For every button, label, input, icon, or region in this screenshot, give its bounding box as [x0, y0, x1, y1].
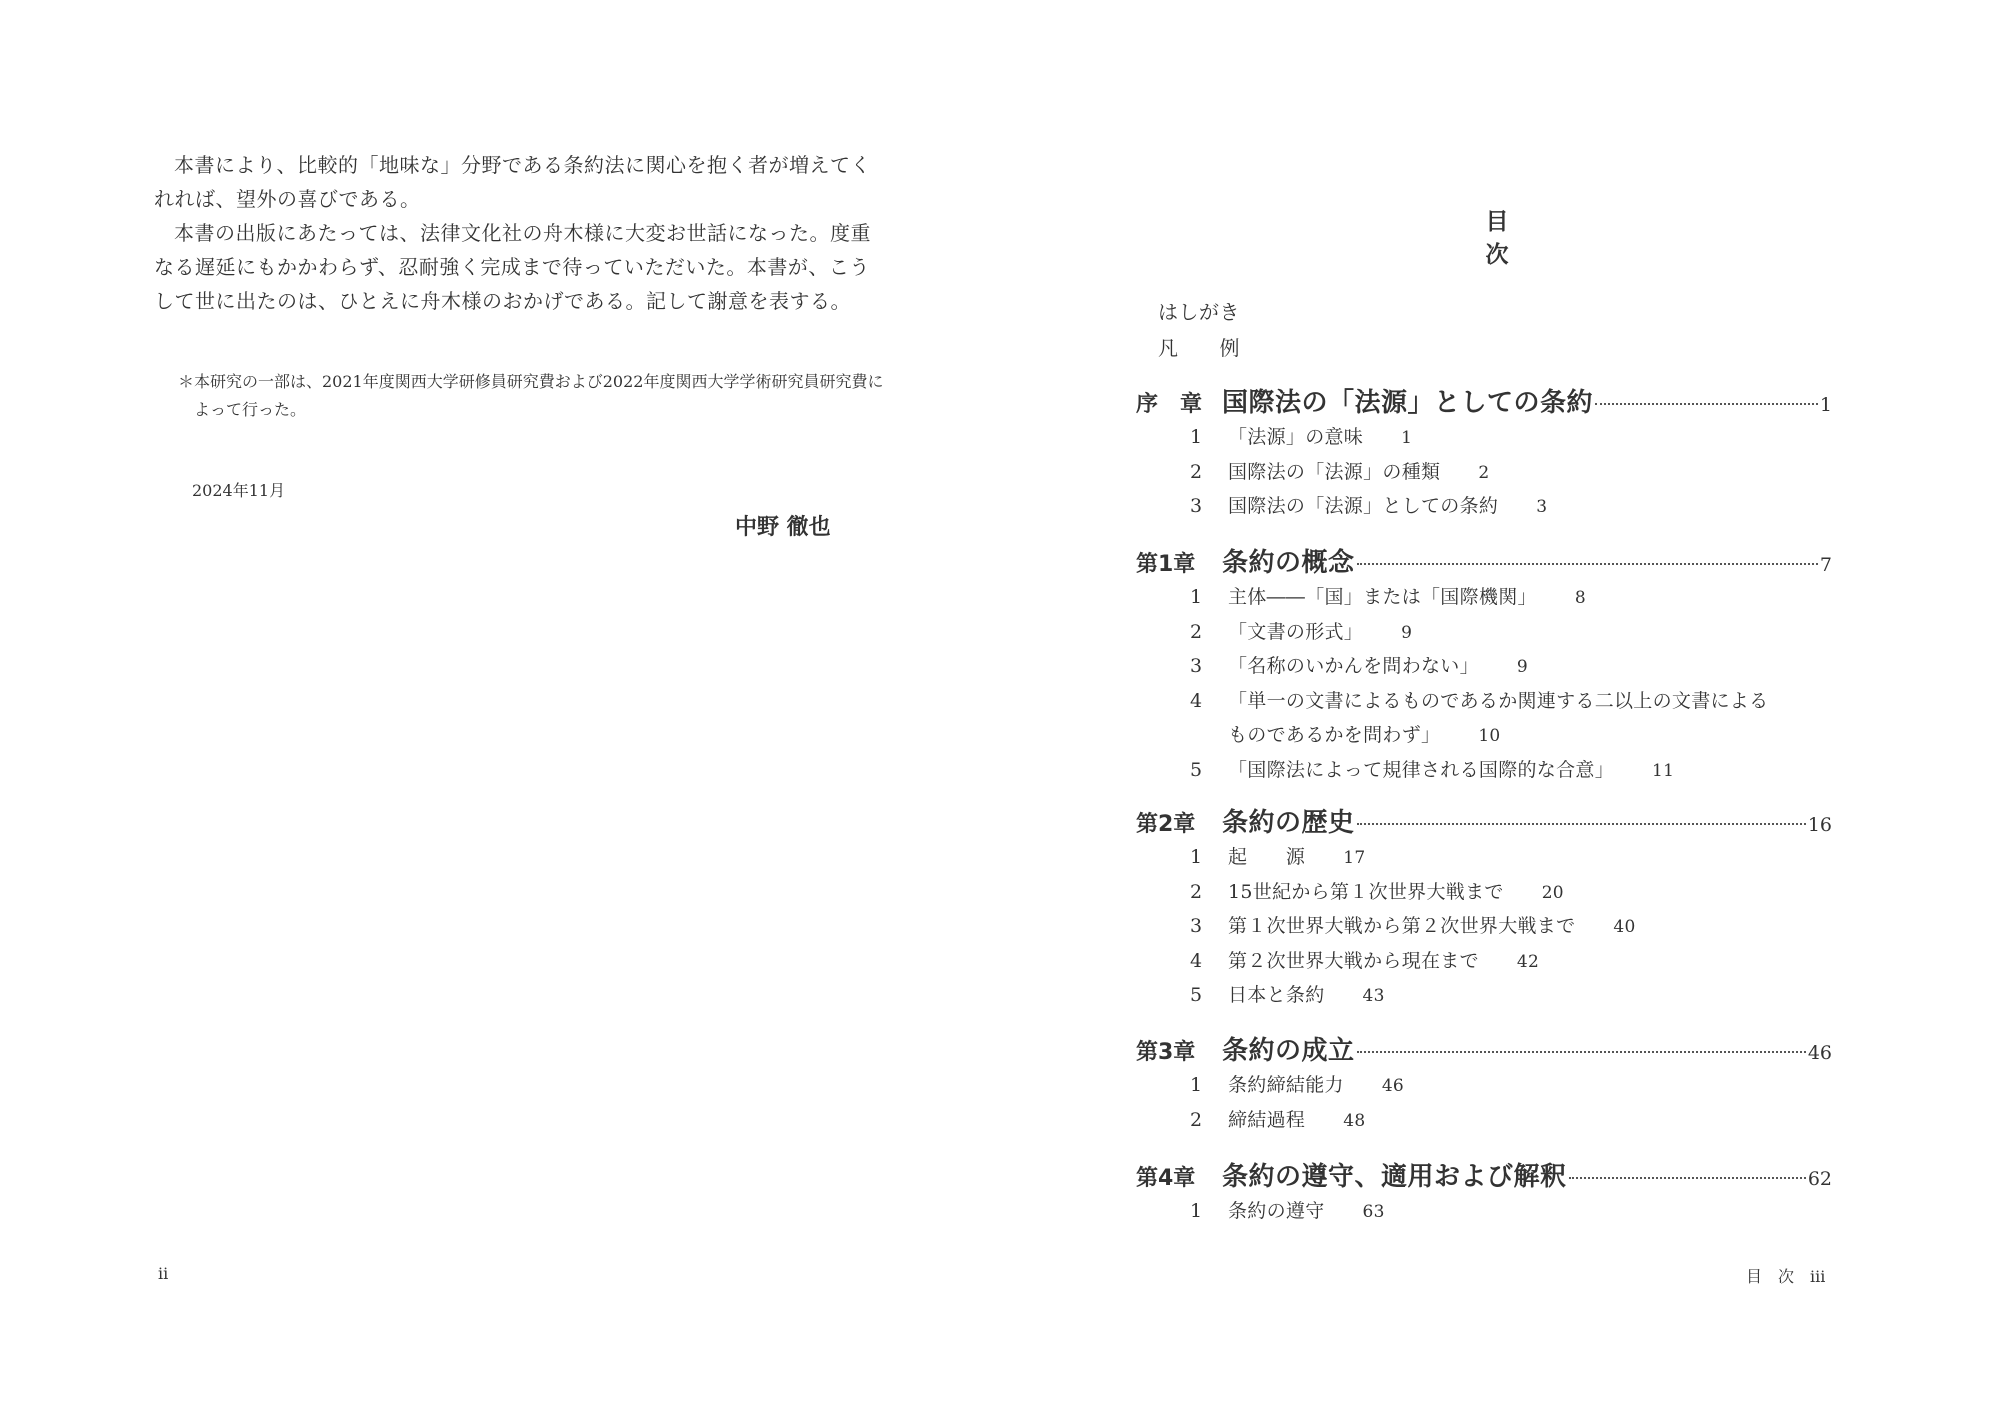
- chapter-page-number: 16: [1807, 814, 1832, 836]
- toc-section: [1186, 909, 1826, 944]
- chapter-title: 条約の概念: [1222, 548, 1355, 578]
- section-title-line: [1228, 420, 1828, 455]
- funding-footnote: ＊本研究の一部は、2021年度関西大学研修員研究費および2022年度関西大学学術研究員研究費によって行った。: [178, 372, 884, 419]
- section-page-number: 40: [1613, 917, 1636, 937]
- toc-chapter: [1136, 542, 1832, 578]
- toc-title: 目 次: [1485, 208, 1604, 268]
- section-title-line: [1228, 875, 1828, 910]
- toc-chapter: [1136, 802, 1832, 838]
- section-page-number: 46: [1381, 1076, 1405, 1096]
- toc-section: [1186, 455, 1826, 490]
- section-page-number: 63: [1362, 1202, 1385, 1222]
- section-title: [1228, 649, 1828, 684]
- section-page-number: 3: [1536, 497, 1548, 517]
- section-title-text: 「文書の形式」: [1228, 620, 1364, 643]
- section-number: 1: [1189, 426, 1203, 448]
- chapter-page-number: 46: [1807, 1042, 1832, 1064]
- toc-section: [1186, 489, 1826, 524]
- section-title: [1228, 909, 1828, 944]
- toc-section: [1186, 944, 1826, 979]
- section-page-number: 48: [1343, 1110, 1366, 1131]
- section-number: 5: [1189, 758, 1203, 781]
- section-title: [1228, 455, 1828, 490]
- section-title-line: [1228, 684, 1828, 718]
- chapter-title: 国際法の「法源」としての条約: [1222, 388, 1594, 418]
- section-title-line: [1228, 978, 1828, 1013]
- section-page-number: 42: [1516, 951, 1540, 972]
- section-title-text: 条約の遵守: [1228, 1200, 1325, 1222]
- toc-section: [1186, 753, 1826, 788]
- section-title: [1228, 580, 1828, 615]
- toc-section: [1186, 978, 1826, 1013]
- chapter-page-number: 62: [1807, 1168, 1832, 1190]
- toc-section: [1186, 840, 1826, 875]
- dot-leader: [1595, 403, 1818, 405]
- section-title-text: ものであるかを問わず」: [1228, 723, 1441, 746]
- right-page: [1000, 0, 2000, 1416]
- section-title: [1228, 978, 1828, 1013]
- toc-section: [1186, 1068, 1826, 1103]
- preface-paragraph: 本書の出版にあたっては、法律文化社の舟木様に大変お世話になった。度重なる遅延にもかかわらず、忍耐強く完成まで待っていただいた。本書が、こうして世に出たのは、ひとえに舟木様のおかげである。記して謝意を表する。: [154, 221, 871, 313]
- toc-section: [1186, 649, 1826, 684]
- toc-chapter: [1136, 382, 1832, 418]
- section-title: [1228, 489, 1828, 524]
- section-number: 3: [1189, 915, 1203, 937]
- chapter-number: 第2章: [1136, 812, 1196, 837]
- section-title-line: [1228, 455, 1828, 490]
- chapter-number: 第3章: [1136, 1040, 1196, 1065]
- section-title-text: 「単一の文書によるものであるか関連する二以上の文書による: [1228, 689, 1769, 712]
- section-title-line: [1228, 909, 1828, 944]
- section-page-number: 1: [1401, 428, 1413, 448]
- chapter-title: 条約の成立: [1222, 1036, 1355, 1066]
- running-footer-right: 目 次 iii: [1746, 1267, 1826, 1286]
- toc-front-matter-item: 凡 例: [1158, 336, 1240, 360]
- preface-paragraph: 本書により、比較的「地味な」分野である条約法に関心を抱く者が増えてくれれば、望外の喜びである。: [154, 153, 871, 211]
- section-title: [1228, 840, 1828, 875]
- section-title-line: [1228, 1068, 1828, 1103]
- section-title-text: 日本と条約: [1228, 984, 1325, 1006]
- section-number: 3: [1189, 495, 1203, 517]
- section-title-line: [1228, 489, 1828, 524]
- section-title: [1228, 875, 1828, 910]
- section-title-line: [1228, 1103, 1828, 1138]
- toc-section: [1186, 684, 1826, 753]
- section-number: 1: [1189, 846, 1203, 868]
- chapter-page-number: 1: [1819, 394, 1832, 416]
- section-title: [1228, 1103, 1828, 1138]
- section-number: 2: [1189, 1108, 1203, 1131]
- section-page-number: 9: [1516, 657, 1529, 677]
- chapter-title: 条約の遵守、適用および解釈: [1222, 1162, 1567, 1192]
- section-title-line: [1228, 1194, 1828, 1229]
- section-title-text: 「国際法によって規律される国際的な合意」: [1228, 758, 1615, 781]
- page-number-left: ii: [158, 1264, 169, 1283]
- section-title-line: [1228, 580, 1828, 615]
- toc-section: [1186, 875, 1826, 910]
- section-title: [1228, 615, 1828, 650]
- toc-section: [1186, 580, 1826, 615]
- section-title-text: 主体――「国」または「国際機関」: [1228, 586, 1537, 608]
- section-title: [1228, 1068, 1828, 1103]
- section-page-number: 43: [1362, 986, 1385, 1006]
- chapter-page-number: 7: [1819, 554, 1832, 576]
- section-number: 1: [1189, 1074, 1203, 1096]
- toc-section: [1186, 420, 1826, 455]
- chapter-title: 条約の歴史: [1222, 808, 1355, 838]
- section-title: [1228, 753, 1828, 788]
- section-title-line: [1228, 718, 1828, 753]
- section-number: 5: [1189, 984, 1203, 1006]
- section-title-text: 国際法の「法源」の種類: [1228, 460, 1441, 483]
- section-title-text: 第１次世界大戦から第２次世界大戦まで: [1228, 915, 1576, 937]
- section-number: 2: [1189, 880, 1203, 903]
- section-page-number: 9: [1401, 622, 1413, 643]
- section-title-text: 「法源」の意味: [1228, 426, 1364, 448]
- section-page-number: 17: [1343, 848, 1366, 868]
- dot-leader: [1569, 1177, 1806, 1179]
- section-number: 4: [1189, 689, 1203, 712]
- section-page-number: 20: [1541, 882, 1564, 903]
- section-title-text: 「名称のいかんを問わない」: [1228, 655, 1479, 677]
- section-page-number: 8: [1574, 588, 1586, 608]
- preface-date: 2024年11月: [192, 481, 286, 500]
- section-title-line: [1228, 944, 1828, 979]
- section-title-text: 第２次世界大戦から現在まで: [1228, 949, 1479, 972]
- author-name: 中野 徹也: [735, 514, 831, 540]
- dot-leader: [1357, 823, 1806, 825]
- section-title-text: 締結過程: [1228, 1108, 1306, 1131]
- section-number: 2: [1189, 460, 1203, 483]
- section-title-line: [1228, 840, 1828, 875]
- toc-chapter: [1136, 1030, 1832, 1066]
- section-title: [1228, 420, 1828, 455]
- section-title-line: [1228, 615, 1828, 650]
- section-page-number: 11: [1652, 760, 1675, 781]
- section-title-text: 条約締結能力: [1228, 1074, 1344, 1096]
- chapter-number: 序 章: [1136, 392, 1203, 417]
- section-title-text: 15世紀から第１次世界大戦まで: [1228, 880, 1504, 903]
- section-number: 1: [1189, 586, 1203, 608]
- section-title-text: 起 源: [1228, 846, 1306, 868]
- toc-section: [1186, 1103, 1826, 1138]
- chapter-number: 第4章: [1136, 1166, 1196, 1191]
- toc-front-matter-item: はしがき: [1158, 300, 1240, 324]
- section-number: 1: [1189, 1200, 1203, 1222]
- section-title: [1228, 1194, 1828, 1229]
- section-title-line: [1228, 753, 1828, 788]
- dot-leader: [1357, 1051, 1806, 1053]
- toc-section: [1186, 1194, 1826, 1229]
- toc-section: [1186, 615, 1826, 650]
- section-title: [1228, 944, 1828, 979]
- section-page-number: 10: [1478, 725, 1501, 746]
- section-title: [1228, 684, 1828, 753]
- dot-leader: [1357, 563, 1818, 565]
- section-number: 4: [1189, 949, 1203, 972]
- section-number: 3: [1189, 655, 1203, 677]
- section-number: 2: [1189, 620, 1203, 643]
- section-title-line: [1228, 649, 1828, 684]
- toc-chapter: [1136, 1156, 1832, 1192]
- section-page-number: 2: [1478, 462, 1490, 483]
- chapter-number: 第1章: [1136, 552, 1196, 577]
- section-title-text: 国際法の「法源」としての条約: [1228, 495, 1499, 517]
